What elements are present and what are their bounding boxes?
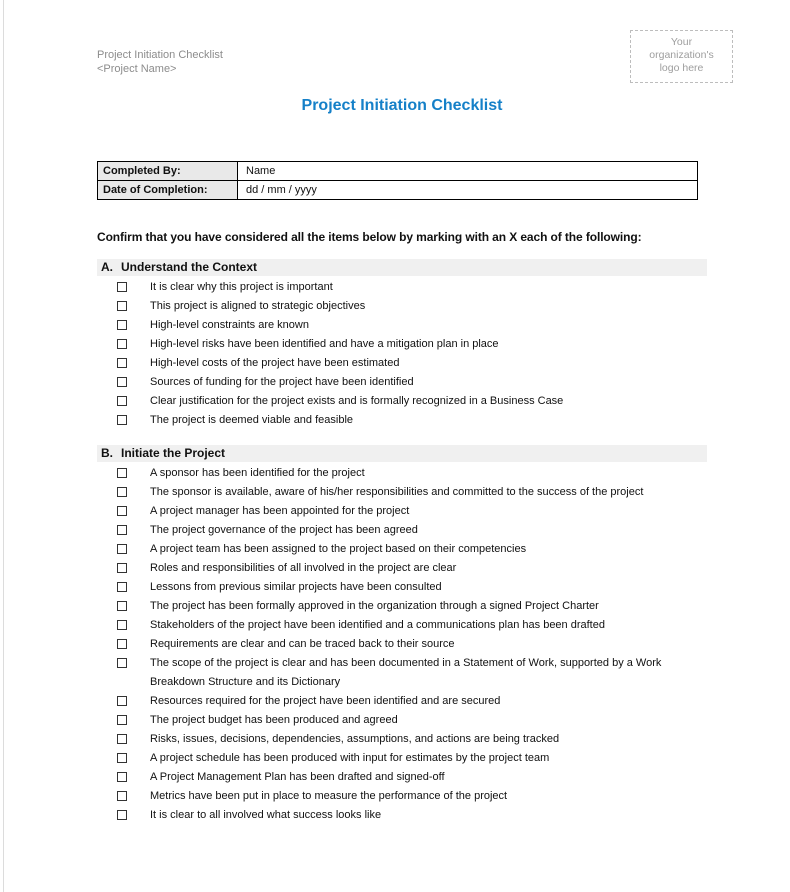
checklist-item-label: Clear justification for the project exists and is formally recognized in a Business Case	[150, 395, 564, 407]
checklist-item-label: Risks, issues, decisions, dependencies, assumptions, and actions are being tracked	[150, 733, 560, 745]
checklist-item	[97, 316, 707, 335]
checklist-item	[97, 654, 707, 692]
checklist-item-label: High-level risks have been identified and have a mitigation plan in place	[150, 338, 499, 350]
checkbox[interactable]	[117, 544, 127, 554]
checklist-item-label: A project schedule has been produced with input for estimates by the project team	[150, 752, 550, 764]
checkbox[interactable]	[117, 487, 127, 497]
checkbox[interactable]	[117, 468, 127, 478]
section-id: A.	[101, 260, 113, 274]
logo-placeholder-line3: logo here	[659, 62, 704, 74]
checkbox[interactable]	[117, 582, 127, 592]
checklist-item	[97, 597, 707, 616]
checklist-item	[97, 616, 707, 635]
checklist-item-label: High-level constraints are known	[150, 319, 309, 331]
section-header-understand-context	[97, 259, 707, 276]
checkbox[interactable]	[117, 601, 127, 611]
checklist-item	[97, 768, 707, 787]
section-a-items	[97, 278, 707, 430]
checklist-item	[97, 540, 707, 559]
checklist-item-label: Resources required for the project have been identified and are secured	[150, 695, 501, 707]
checklist-item	[97, 392, 707, 411]
checkbox[interactable]	[117, 658, 127, 668]
checkbox[interactable]	[117, 506, 127, 516]
checklist-item-label: Stakeholders of the project have been identified and a communications plan has been drafted	[150, 619, 605, 631]
section-header-initiate-project	[97, 445, 707, 462]
completion-date-label: Date of Completion:	[98, 181, 238, 200]
section-id: B.	[101, 446, 113, 460]
checkbox[interactable]	[117, 377, 127, 387]
checklist-item	[97, 578, 707, 597]
checklist-item-label: A sponsor has been identified for the project	[150, 467, 365, 479]
checklist-item	[97, 635, 707, 654]
checkbox[interactable]	[117, 715, 127, 725]
completed-by-field[interactable]: Name	[238, 162, 698, 181]
checklist-item	[97, 483, 707, 502]
checklist-item-label: A Project Management Plan has been drafted and signed-off	[150, 771, 445, 783]
checklist-item	[97, 373, 707, 392]
document-content	[97, 0, 707, 825]
checkbox[interactable]	[117, 563, 127, 573]
checklist-item	[97, 806, 707, 825]
checklist-item-label: Roles and responsibilities of all involved in the project are clear	[150, 562, 457, 574]
checkbox[interactable]	[117, 620, 127, 630]
checklist-item	[97, 297, 707, 316]
checklist-item	[97, 502, 707, 521]
checklist-item-label: It is clear to all involved what success looks like	[150, 809, 382, 821]
checklist-item-label: The project has been formally approved in the organization through a signed Project Charter	[150, 600, 599, 612]
instruction-text: Confirm that you have considered all the items below by marking with an X each of the following:	[97, 230, 642, 244]
checkbox[interactable]	[117, 696, 127, 706]
checklist-item-label: A project manager has been appointed for the project	[150, 505, 410, 517]
checklist-item	[97, 464, 707, 483]
checkbox[interactable]	[117, 810, 127, 820]
checkbox[interactable]	[117, 415, 127, 425]
checklist-item	[97, 559, 707, 578]
page-edge-line	[3, 0, 4, 892]
table-row	[98, 162, 698, 181]
checklist-item-label: A project team has been assigned to the project based on their competencies	[150, 543, 527, 555]
running-header-line2: <Project Name>	[97, 63, 177, 75]
logo-placeholder-line2: organization's	[649, 49, 714, 61]
checkbox[interactable]	[117, 396, 127, 406]
checklist-item	[97, 730, 707, 749]
section-title: Understand the Context	[121, 260, 258, 274]
checklist-item	[97, 335, 707, 354]
checklist-item	[97, 278, 707, 297]
checklist-item-label: High-level costs of the project have been estimated	[150, 357, 400, 369]
section-title: Initiate the Project	[121, 446, 226, 460]
checkbox[interactable]	[117, 791, 127, 801]
checklist-item-label: The scope of the project is clear and has been documented in a Statement of Work, supported by a Work Breakdown Structure and its Dictionary	[150, 657, 662, 688]
running-header-line1: Project Initiation Checklist	[97, 49, 223, 61]
checklist-item-label: The project governance of the project has been agreed	[150, 524, 418, 536]
completion-info-table	[97, 161, 698, 200]
checkbox[interactable]	[117, 301, 127, 311]
checkbox[interactable]	[117, 772, 127, 782]
checkbox[interactable]	[117, 358, 127, 368]
checkbox[interactable]	[117, 320, 127, 330]
checklist-item-label: This project is aligned to strategic objectives	[150, 300, 366, 312]
checkbox[interactable]	[117, 282, 127, 292]
checkbox[interactable]	[117, 639, 127, 649]
checklist-item-label: Lessons from previous similar projects have been consulted	[150, 581, 442, 593]
checkbox[interactable]	[117, 734, 127, 744]
checklist-item	[97, 787, 707, 806]
checklist-item-label: It is clear why this project is important	[150, 281, 333, 293]
completion-date-field[interactable]: dd / mm / yyyy	[238, 181, 698, 200]
page-title: Project Initiation Checklist	[301, 97, 503, 114]
checklist-item-label: The project budget has been produced and agreed	[150, 714, 398, 726]
checklist-item-label: Metrics have been put in place to measure the performance of the project	[150, 790, 508, 802]
checkbox[interactable]	[117, 753, 127, 763]
checklist-item	[97, 354, 707, 373]
checklist-item	[97, 411, 707, 430]
table-row	[98, 181, 698, 200]
checklist-item	[97, 711, 707, 730]
checklist-item-label: The sponsor is available, aware of his/her responsibilities and committed to the success of the project	[150, 486, 644, 498]
completed-by-label: Completed By:	[98, 162, 238, 181]
checklist-item	[97, 521, 707, 540]
checklist-item-label: Sources of funding for the project have been identified	[150, 376, 414, 388]
checkbox[interactable]	[117, 525, 127, 535]
checklist-item-label: Requirements are clear and can be traced back to their source	[150, 638, 455, 650]
checklist-item	[97, 749, 707, 768]
section-b-items	[97, 464, 707, 825]
checklist-item-label: The project is deemed viable and feasible	[150, 414, 354, 426]
checklist-item	[97, 692, 707, 711]
logo-placeholder-line1: Your	[670, 36, 693, 48]
checkbox[interactable]	[117, 339, 127, 349]
